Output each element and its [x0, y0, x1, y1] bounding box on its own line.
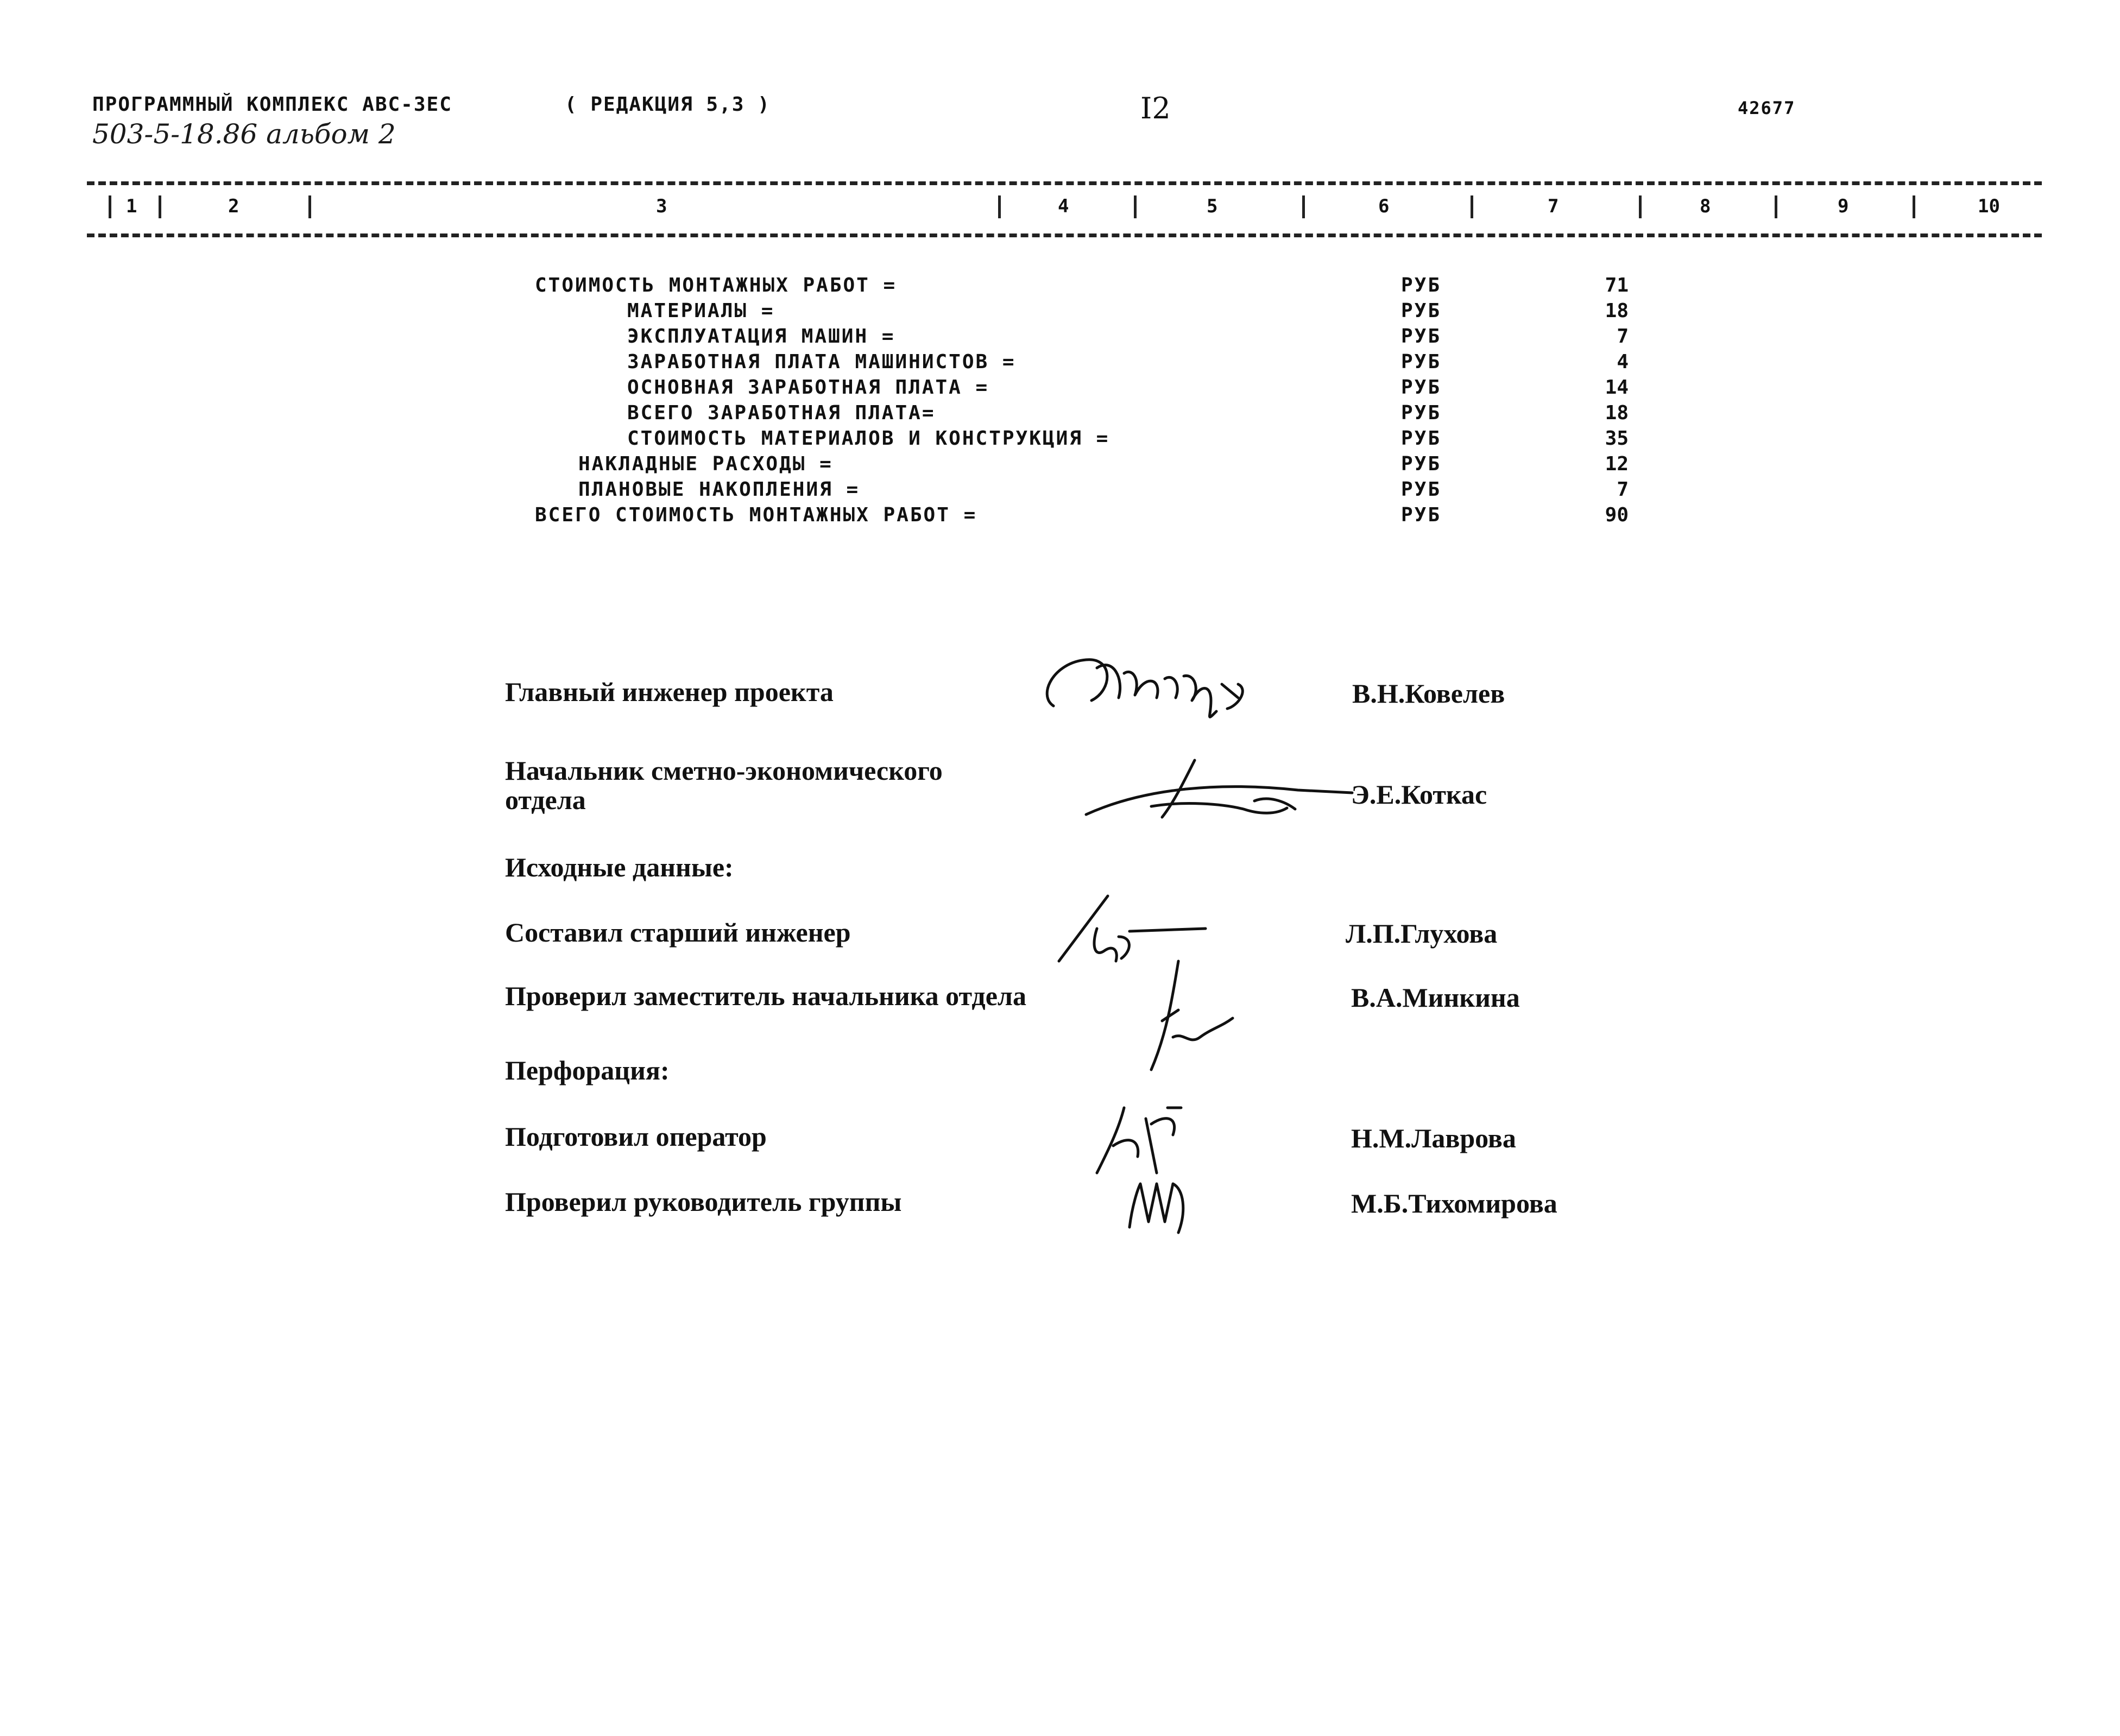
- edition-label: ( РЕДАКЦИЯ 5,3 ): [565, 93, 771, 116]
- ruler-bottom-line: [87, 233, 2042, 237]
- cost-unit: РУБ: [1401, 376, 1442, 399]
- cost-row: [0, 376, 2120, 401]
- head-estimates-role-line2: отдела: [505, 785, 586, 815]
- document-code: 42677: [1738, 98, 1796, 118]
- cost-value: 4: [1617, 351, 1629, 373]
- column-number-6: 6: [1378, 195, 1390, 217]
- checked-deputy-name: В.А.Минкина: [1351, 982, 1520, 1013]
- checked-deputy-role: Проверил заместитель начальника отдела: [505, 981, 1026, 1011]
- cost-label: ВСЕГО СТОИМОСТЬ МОНТАЖНЫХ РАБОТ =: [535, 504, 977, 526]
- cost-row: [0, 351, 2120, 376]
- cost-label: НАКЛАДНЫЕ РАСХОДЫ =: [578, 453, 833, 475]
- cost-unit: РУБ: [1401, 274, 1442, 296]
- cost-row: [0, 478, 2120, 503]
- chief-engineer-signature: [1032, 646, 1314, 722]
- cost-unit: РУБ: [1401, 427, 1442, 450]
- cost-label: ЭКСПЛУАТАЦИЯ МАШИН =: [627, 325, 895, 348]
- column-separator: [1471, 195, 1473, 218]
- page-number: I2: [1140, 91, 1171, 125]
- checked-group-signature: [1119, 1167, 1216, 1238]
- cost-unit: РУБ: [1401, 453, 1442, 475]
- prepared-role: Подготовил оператор: [505, 1121, 767, 1152]
- cost-unit: РУБ: [1401, 351, 1442, 373]
- prepared-name: Н.М.Лаврова: [1351, 1123, 1516, 1153]
- head-estimates-role: [505, 756, 943, 815]
- column-separator: [1302, 195, 1305, 218]
- head-estimates-name: Э.Е.Коткас: [1351, 779, 1487, 810]
- cost-row: [0, 453, 2120, 478]
- program-title: ПРОГРАММНЫЙ КОМПЛЕКС АВС-ЗЕС: [92, 93, 452, 116]
- column-separator: [159, 195, 161, 218]
- cost-label: ЗАРАБОТНАЯ ПЛАТА МАШИНИСТОВ =: [627, 351, 1016, 373]
- column-number-3: 3: [656, 195, 667, 217]
- column-separator: [308, 195, 311, 218]
- handwritten-reference: 503-5-18.86 альбом 2: [92, 118, 396, 150]
- checked-group-role: Проверил руководитель группы: [505, 1186, 902, 1217]
- cost-value: 71: [1605, 274, 1629, 296]
- column-separator: [1134, 195, 1137, 218]
- cost-label: ВСЕГО ЗАРАБОТНАЯ ПЛАТА=: [627, 402, 936, 424]
- head-estimates-signature: [1081, 749, 1363, 831]
- cost-row: [0, 504, 2120, 529]
- head-estimates-role-line1: Начальник сметно-экономического: [505, 755, 943, 786]
- cost-label: ОСНОВНАЯ ЗАРАБОТНАЯ ПЛАТА =: [627, 376, 989, 399]
- checked-deputy-signature: [1119, 956, 1249, 1081]
- column-number-4: 4: [1058, 195, 1069, 217]
- column-number-2: 2: [228, 195, 239, 217]
- cost-unit: РУБ: [1401, 402, 1442, 424]
- cost-unit: РУБ: [1401, 300, 1442, 322]
- column-separator: [1639, 195, 1642, 218]
- compiled-role: Составил старший инженер: [505, 917, 851, 948]
- column-number-10: 10: [1978, 195, 2000, 217]
- perforation-heading: Перфорация:: [505, 1055, 670, 1085]
- compiled-name: Л.П.Глухова: [1346, 918, 1498, 949]
- cost-row: [0, 325, 2120, 350]
- source-data-heading: Исходные данные:: [505, 852, 734, 882]
- cost-label: СТОИМОСТЬ МОНТАЖНЫХ РАБОТ =: [535, 274, 897, 296]
- cost-unit: РУБ: [1401, 504, 1442, 526]
- cost-value: 7: [1617, 478, 1629, 501]
- checked-group-name: М.Б.Тихомирова: [1351, 1188, 1557, 1219]
- cost-row: [0, 300, 2120, 325]
- cost-label: ПЛАНОВЫЕ НАКОПЛЕНИЯ =: [578, 478, 860, 501]
- cost-value: 14: [1605, 376, 1629, 399]
- column-number-5: 5: [1207, 195, 1218, 217]
- cost-unit: РУБ: [1401, 325, 1442, 348]
- cost-row: [0, 427, 2120, 452]
- chief-engineer-name: В.Н.Ковелев: [1352, 678, 1505, 709]
- column-separator: [109, 195, 111, 218]
- cost-row: [0, 402, 2120, 427]
- cost-value: 7: [1617, 325, 1629, 348]
- column-separator: [1775, 195, 1777, 218]
- chief-engineer-role: Главный инженер проекта: [505, 677, 834, 707]
- cost-value: 90: [1605, 504, 1629, 526]
- column-separator: [998, 195, 1001, 218]
- cost-value: 35: [1605, 427, 1629, 450]
- column-number-9: 9: [1838, 195, 1849, 217]
- ruler-top-line: [87, 181, 2042, 185]
- cost-label: МАТЕРИАЛЫ =: [627, 300, 775, 322]
- cost-value: 18: [1605, 300, 1629, 322]
- cost-value: 18: [1605, 402, 1629, 424]
- column-number-1: 1: [126, 195, 137, 217]
- cost-label: СТОИМОСТЬ МАТЕРИАЛОВ И КОНСТРУКЦИЯ =: [627, 427, 1110, 450]
- cost-unit: РУБ: [1401, 478, 1442, 501]
- column-number-7: 7: [1548, 195, 1559, 217]
- column-separator: [1913, 195, 1915, 218]
- cost-row: [0, 274, 2120, 299]
- column-number-8: 8: [1700, 195, 1711, 217]
- cost-value: 12: [1605, 453, 1629, 475]
